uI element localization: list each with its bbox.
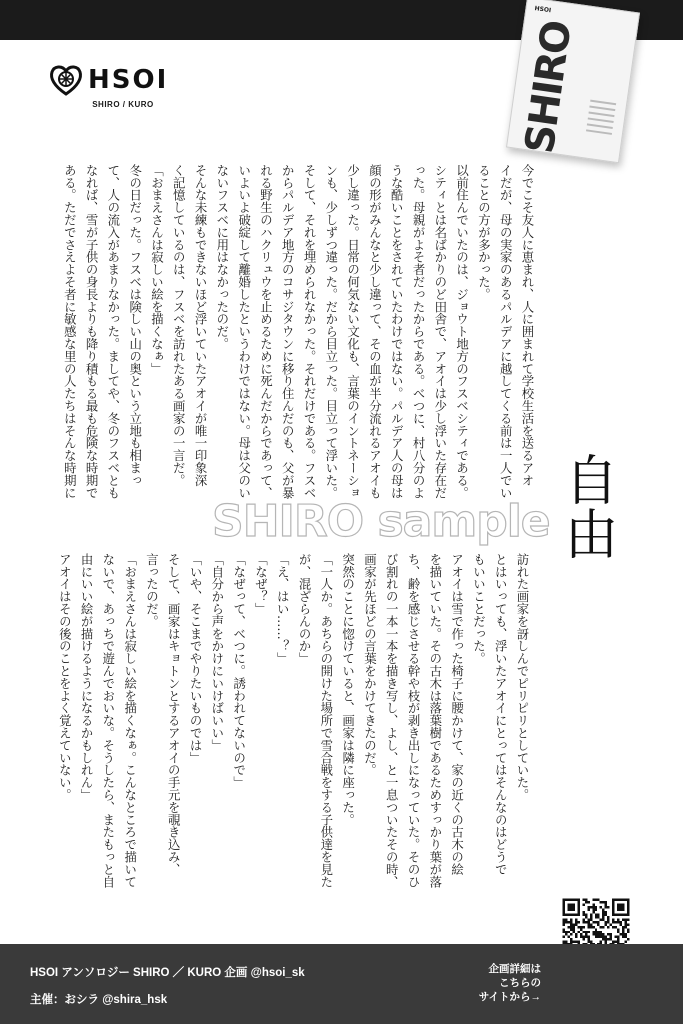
book-cover-lines [585,100,616,139]
text-line: 訪れた画家を訝しんでピリピリとしていた。 [515,553,530,801]
text-line: 少し違った。日常の何気ない文化も、言葉のイントネーショ [345,164,361,499]
text-line: び割れの一本一本を描き写し、よし、と一息ついたその時、 [384,553,400,888]
text-line: 画家が先ほどの言葉をかけてきたのだ。 [362,553,378,777]
book-cover-title: SHIRO [516,19,581,157]
text-line: とはいっても、浮いたアオイにとってはそんなのはどうで [493,553,509,876]
text-line: そんな未練もできないほど浮いていたアオイが唯一印象深 [193,164,209,487]
text-line: アオイはその後のことをよく覚えていない。 [57,553,73,801]
site-link-line: こちらの [499,977,541,989]
text-line: ち、齢を感じさせる幹や枝が剥き出しになっていた。そのひ [406,553,422,888]
text-line: 「え、はい……？」 [275,553,291,665]
text-line: 言ったのだ。 [144,553,160,628]
text-line: ンも、少しずつ違った。だから目立った。目立って浮いた。 [323,164,339,499]
text-line: うな酷いことをされていたわけではない。パルデア人の母は [389,164,405,499]
text-line: からパルデア地方のコサジタウンに移り住んだのも、父が暴 [280,164,296,499]
text-line: 「一人か。あちらの開けた場所で雪合戦をする子供達を見た [318,553,334,888]
hsoi-logo [48,62,198,122]
text-line: なれば、雪が子供の身長よりも降り積もる最も危険な時期で [84,164,100,499]
text-line: 「いや、そこまでやりたいものでは」 [188,553,204,764]
site-link-line: サイトから→ [478,991,541,1003]
sample-watermark: SHIRO sample [212,496,550,547]
text-line: いよいよ破綻して離婚したというわけではない。母は父のい [236,164,252,499]
text-line: を描いていた。その古木は落葉樹であるためすっかり葉が落 [427,553,443,888]
text-line: 以前住んでいたのは、ジョウト地方のフスベシティである。 [454,164,470,499]
text-line: 顔の形がみんなと少し違って、その血が半分流れるアオイも [367,164,383,499]
text-line: そして、画家はキョトンとするアオイの手元を覗き込み、 [166,553,182,876]
text-line: 「なぜ？」 [253,553,269,615]
text-line: もいいことだった。 [471,553,487,665]
text-line: った。母親がよそ者だったからである。べつに、村八分のよ [411,164,427,499]
logo-wordmark: HSOI [88,65,169,95]
text-line: ないで、あっちで遊んでおいな。そうしたら、またもっと自 [100,553,116,888]
site-link[interactable] [479,962,541,1004]
site-link-line: 企画詳細は [488,963,541,975]
text-line: イだが、母の実家のあるパルデアに越してくる前は一人でい [498,164,514,499]
heart-wheel-icon [48,62,84,98]
text-line: シティとは名ばかりのど田舎で、アオイは少し浮いた存在だ [432,164,448,499]
text-line: 「おまえさんは寂しい絵を描くなぁ」 [149,164,165,375]
book-cover-image [506,0,640,163]
footer-organizer: 主催：おシラ @shira_hsk [30,994,168,1006]
text-line: ある。ただでさえよそ者に敏感な里の人たちはそんな時期に [62,164,78,499]
text-line: 由にいい絵が描けるようになるかもしれん」 [79,553,95,801]
text-line: ることの方が多かった。 [476,164,492,301]
text-line: 突然のことに惚けていると、画家は隣に座った。 [340,553,356,826]
story-text-upper [58,164,538,514]
story-text-lower [53,553,533,888]
text-line: 冬の日だった。フスベは険しい山の奥という立地も相まっ [127,164,143,487]
text-line: 「なぜって、べつに。誘われてないので」 [231,553,247,789]
footer-credit: HSOI アンソロジー SHIRO ／ KURO 企画 @hsoi_sk [30,967,305,979]
text-line: 「自分から声をかけにいけばいい」 [209,553,225,752]
text-line: ないフスベに用はなかったのだ。 [214,164,230,350]
article-title: 自由 [556,452,619,560]
logo-subtitle: SHIRO / KURO [92,100,154,109]
footer-bar [0,944,683,1024]
text-line: そして、それを埋められなかった。それだけである。フスベ [302,164,318,499]
text-line: アオイは雪で作った椅子に腰かけて、家の近くの古木の絵 [449,553,465,876]
book-cover-label: HSOI [534,4,552,15]
text-line: て、人の流入があまりなかった。ましてや、冬のフスベとも [105,164,121,499]
text-line: 「おまえさんは寂しい絵を描くなぁ。こんなところで描いて [122,553,138,888]
text-line: が、混ざらんのか」 [297,553,313,665]
text-line: く記憶しているのは、フスベを訪れたある画家の一言だ。 [171,164,187,487]
text-line: れる野生のハクリュウを止めるために死んだからであって、 [258,164,274,499]
text-line: 今でこそ友人に恵まれ、人に囲まれて学校生活を送るアオ [520,164,535,487]
